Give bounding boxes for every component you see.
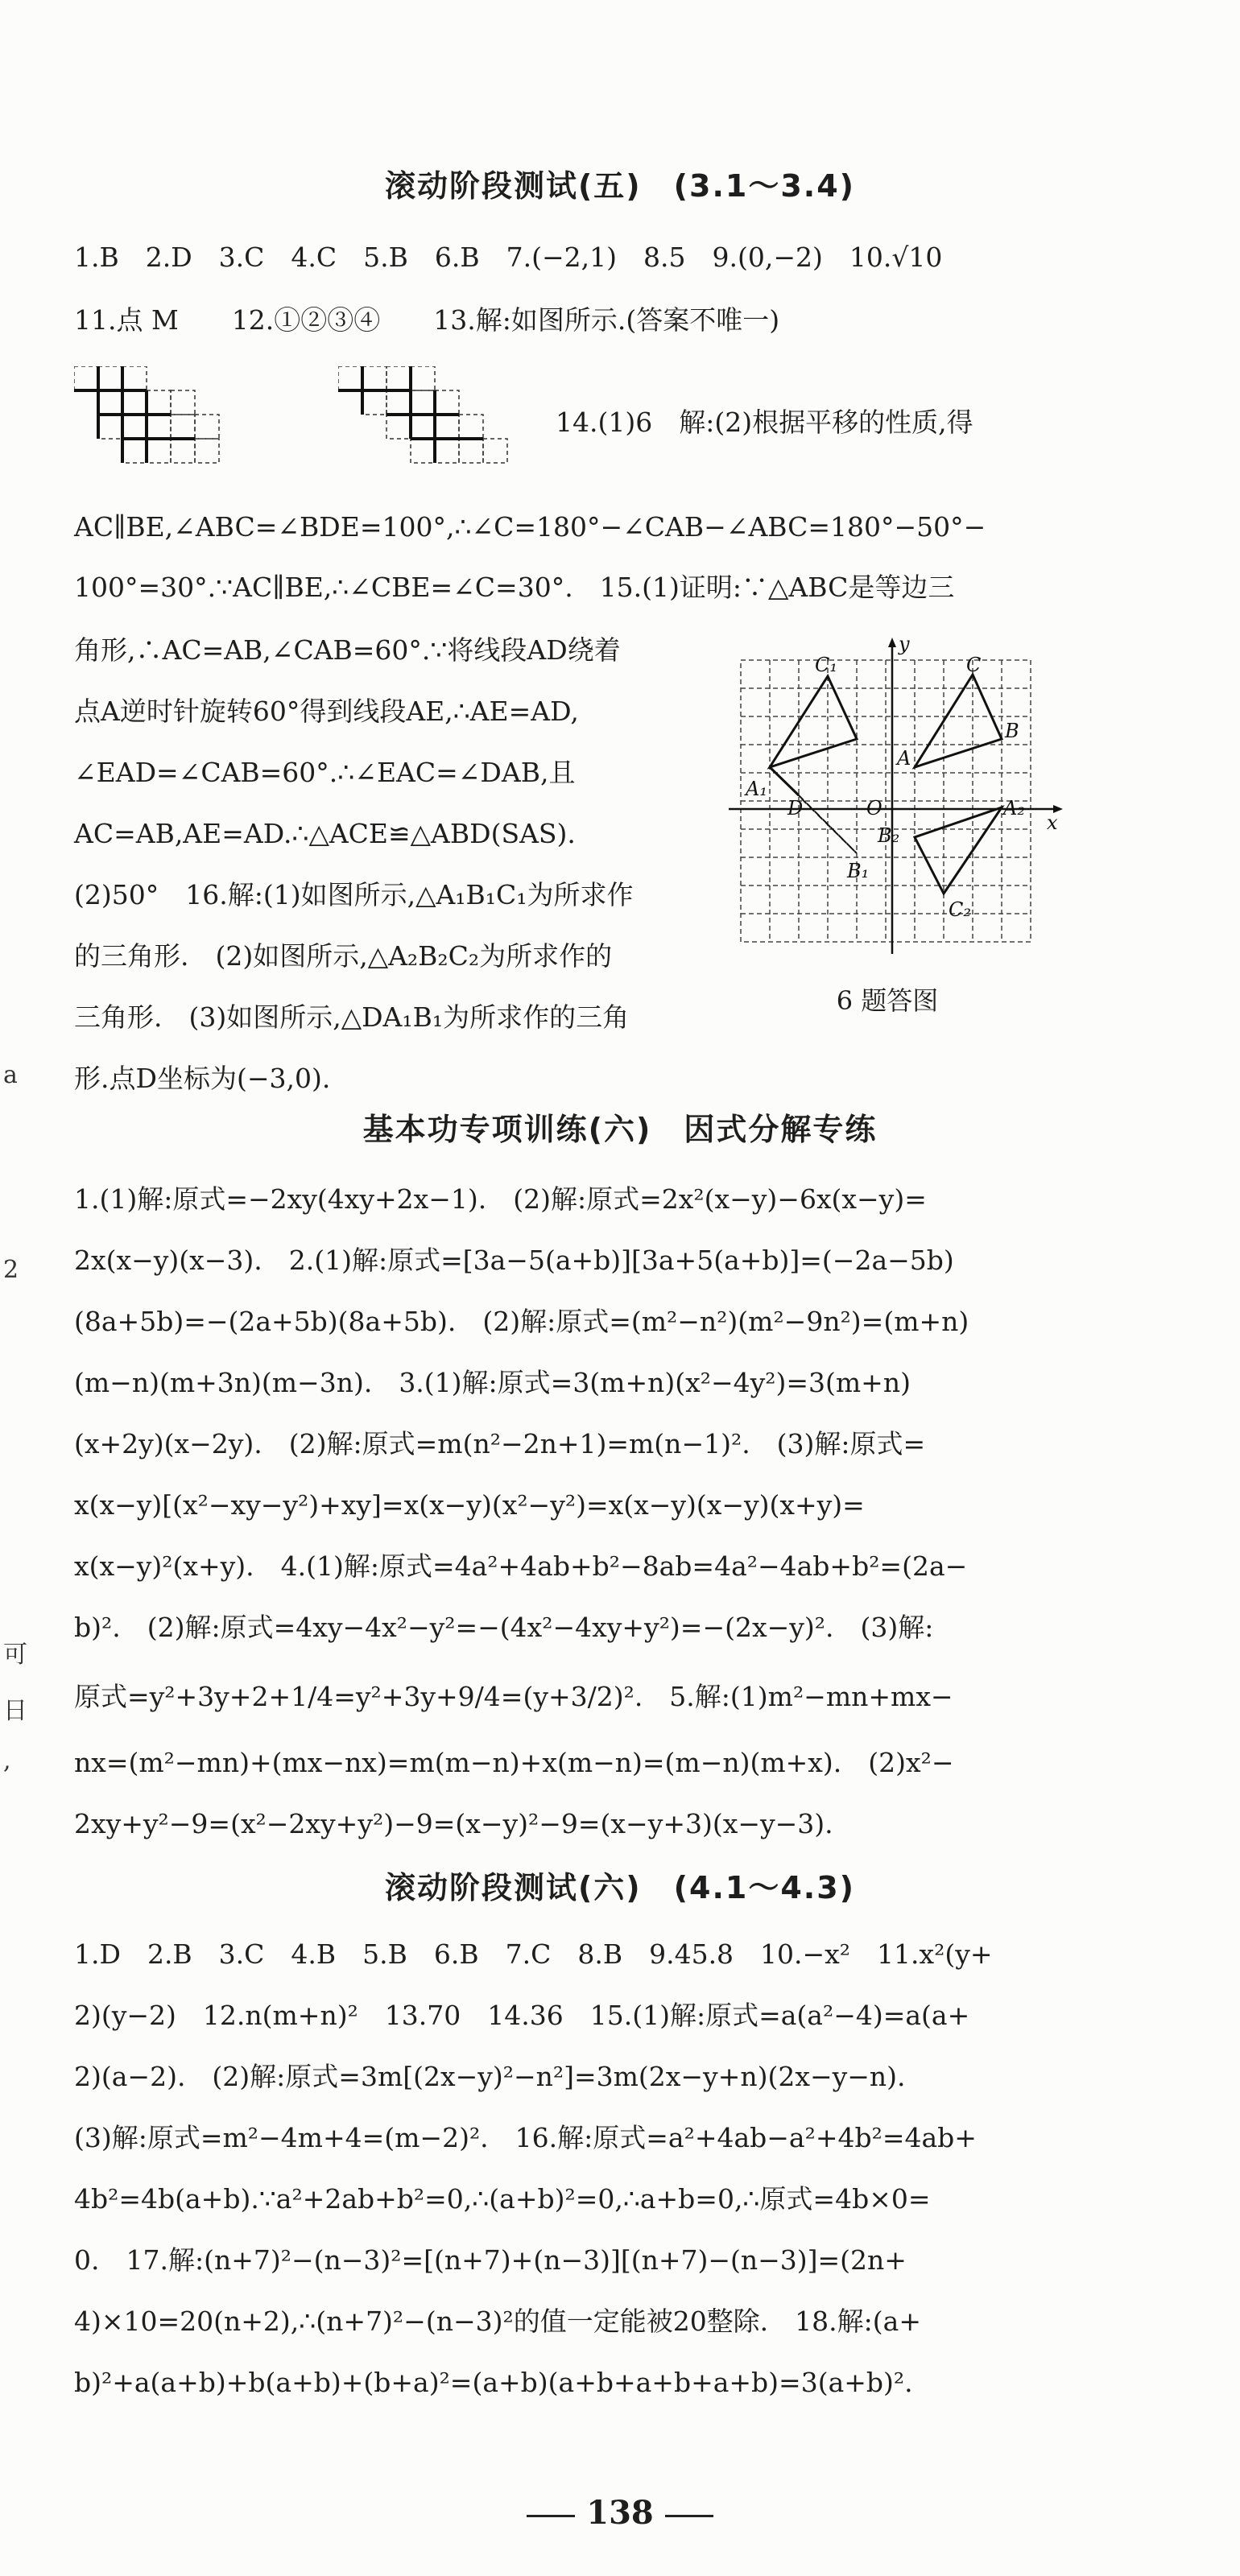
answer-line: (3)解:原式=m²−4m+4=(m−2)². 16.解:原式=a²+4ab−a²+4b²=4ab+ (74, 2122, 977, 2153)
answer-line: 100°=30°.∵AC∥BE,∴∠CBE=∠C=30°. 15.(1)证明:∵△ABC是等边三 (74, 572, 955, 603)
answer-line: 4b²=4b(a+b).∵a²+2ab+b²=0,∴(a+b)²=0,∴a+b=0,∴原式=4b×0= (74, 2183, 931, 2215)
answer-line: 2)(y−2) 12.n(m+n)² 13.70 14.36 15.(1)解:原式=a(a²−4)=a(a+ (74, 2000, 970, 2031)
answer-line: 2xy+y²−9=(x²−2xy+y²)−9=(x−y)²−9=(x−y+3)(x−y−3). (74, 1808, 833, 1839)
label-C: C (966, 654, 982, 676)
page-number-dash-right (665, 2515, 713, 2517)
label-y-axis: y (899, 636, 910, 655)
answer-line: (2)50° 16.解:(1)如图所示,△A₁B₁C₁为所求作 (74, 879, 634, 910)
answer-line: (8a+5b)=−(2a+5b)(8a+5b). (2)解:原式=(m²−n²)(m²−9n²)=(m+n) (74, 1306, 969, 1337)
answer-line: AC∥BE,∠ABC=∠BDE=100°,∴∠C=180°−∠CAB−∠ABC=180°−50°− (74, 511, 986, 543)
answer-line: x(x−y)[(x²−xy−y²)+xy]=x(x−y)(x²−y²)=x(x−y)(x−y)(x+y)= (74, 1489, 865, 1521)
edge-char: 2 (3, 1256, 19, 1284)
answer-line: 2)(a−2). (2)解:原式=3m[(2x−y)²−n²]=3m(2x−y+n)(2x−y−n). (74, 2061, 906, 2092)
edge-char: a (3, 1061, 18, 1089)
answer-line: (x+2y)(x−2y). (2)解:原式=m(n²−2n+1)=m(n−1)². (3)解:原式= (74, 1428, 926, 1459)
answer-line: b)²+a(a+b)+b(a+b)+(b+a)²=(a+b)(a+b+a+b+a+b)=3(a+b)². (74, 2367, 913, 2398)
answer-line: 11.点 M 12.①②③④ 13.解:如图所示.(答案不唯一) (74, 304, 780, 336)
section-title-1: 滚动阶段测试(五) (3.1～3.4) (384, 168, 856, 204)
translation-grid-figure-left (74, 366, 267, 487)
answer-line: 1.B 2.D 3.C 4.C 5.B 6.B 7.(−2,1) 8.5 9.(0,−2) 10.√10 (74, 242, 943, 273)
section-title-2: 基本功专项训练(六) 因式分解专练 (362, 1112, 878, 1147)
page-number (0, 2494, 1240, 2532)
section-title-3: 滚动阶段测试(六) (4.1～4.3) (384, 1870, 856, 1905)
answer-line: 4)×10=20(n+2),∴(n+7)²−(n−3)²的值一定能被20整除. 18.解:(a+ (74, 2306, 921, 2337)
answer-line: x(x−y)²(x+y). 4.(1)解:原式=4a²+4ab+b²−8ab=4a²−4ab+b²=(2a− (74, 1550, 968, 1582)
answer-line: AC=AB,AE=AD.∴△ACE≌△ABD(SAS). (74, 818, 576, 849)
label-B1: B₁ (847, 860, 870, 882)
answer-line: 原式=y²+3y+2+1/4=y²+3y+9/4=(y+3/2)². 5.解:(1)m²−mn+mx− (74, 1681, 953, 1712)
answer-line: 三角形. (3)如图所示,△DA₁B₁为所求作的三角 (74, 1001, 630, 1033)
page-number-value: 138 (586, 2494, 654, 2532)
page-number-dash-left (527, 2515, 575, 2517)
answer-line: 14.(1)6 解:(2)根据平移的性质,得 (556, 407, 973, 438)
answer-line: 的三角形. (2)如图所示,△A₂B₂C₂为所求作的 (74, 940, 613, 972)
answer-line: 2x(x−y)(x−3). 2.(1)解:原式=[3a−5(a+b)][3a+5(a+b)]=(−2a−5b) (74, 1245, 954, 1276)
answer-line: 1.(1)解:原式=−2xy(4xy+2x−1). (2)解:原式=2x²(x−y)−6x(x−y)= (74, 1183, 927, 1215)
label-O: O (866, 797, 882, 819)
coordinate-figure (725, 636, 1079, 958)
label-A2: A₂ (1003, 797, 1025, 819)
edge-char: , (3, 1747, 11, 1775)
answer-line: 角形,∴AC=AB,∠CAB=60°.∵将线段AD绕着 (74, 634, 621, 666)
label-B: B (1005, 720, 1019, 742)
answer-line: 0. 17.解:(n+7)²−(n−3)²=[(n+7)+(n−3)][(n+7)−(n−3)]=(2n+ (74, 2244, 907, 2276)
label-A: A (897, 747, 911, 770)
figure-caption: 6 题答图 (836, 985, 939, 1016)
label-B2: B₂ (878, 824, 900, 847)
answer-line: 形.点D坐标为(−3,0). (74, 1063, 331, 1094)
translation-grid-figure-right (338, 366, 531, 487)
answer-line: (m−n)(m+3n)(m−3n). 3.(1)解:原式=3(m+n)(x²−4y²)=3(m+n) (74, 1367, 911, 1398)
answer-line: ∠EAD=∠CAB=60°.∴∠EAC=∠DAB,且 (74, 757, 576, 788)
label-x-axis: x (1047, 811, 1058, 834)
answer-line: 1.D 2.B 3.C 4.B 5.B 6.B 7.C 8.B 9.45.8 10.−x² 11.x²(y+ (74, 1938, 993, 1970)
answer-line: nx=(m²−mn)+(mx−nx)=m(m−n)+x(m−n)=(m−n)(m+x). (2)x²− (74, 1747, 954, 1778)
edge-char: 可 (3, 1641, 27, 1669)
answer-line: b)². (2)解:原式=4xy−4x²−y²=−(4x²−4xy+y²)=−(2x−y)². (3)解: (74, 1612, 934, 1643)
answer-line: 点A逆时针旋转60°得到线段AE,∴AE=AD, (74, 696, 579, 727)
label-D: D (787, 797, 804, 819)
label-C2: C₂ (949, 898, 971, 921)
label-A1: A₁ (746, 778, 767, 800)
edge-char: 日 (3, 1697, 27, 1725)
label-C1: C₁ (815, 654, 837, 676)
